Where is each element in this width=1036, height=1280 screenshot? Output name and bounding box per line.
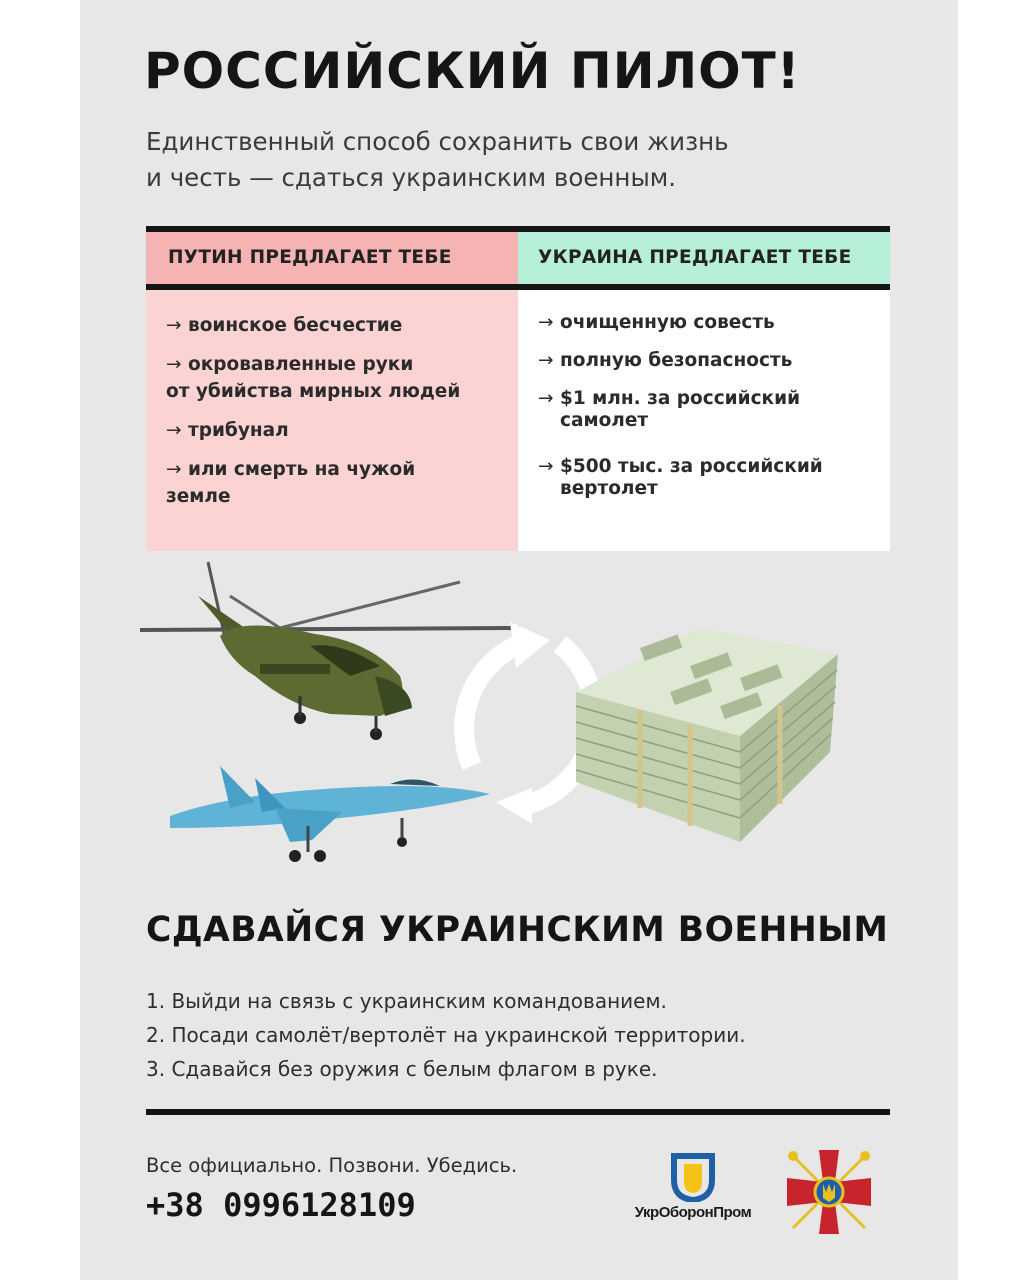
illustration [80, 556, 958, 896]
comparison-table [146, 226, 890, 551]
putin-item: → трибунал [166, 417, 518, 444]
arrow-right-icon: → [166, 420, 182, 441]
step-item: 2. Посади самолёт/вертолёт на украинской территории. [146, 1023, 746, 1047]
ukraine-item: → $1 млн. за российский самолет [538, 388, 801, 431]
ministry-of-defence-emblem-icon [783, 1146, 875, 1238]
subtitle [146, 124, 886, 196]
arrow-right-icon: → [538, 388, 554, 409]
ukraine-header: УКРАИНА ПРЕДЛАГАЕТ ТЕБЕ [518, 232, 890, 290]
putin-item: → или смерть на чужой земле [166, 456, 518, 510]
putin-item: → воинское бесчестие [166, 312, 518, 339]
ukraine-item: → $500 тыс. за российский вертолет [538, 456, 823, 499]
ukraine-body [518, 290, 890, 551]
arrow-right-icon: → [538, 350, 554, 371]
arrow-right-icon: → [166, 354, 182, 375]
putin-column [146, 232, 518, 551]
surrender-steps [146, 984, 746, 1086]
subtitle-line: и честь — сдаться украинским военным. [146, 163, 677, 192]
ukroboronprom-logo [628, 1152, 758, 1232]
official-text: Все официально. Позвони. Убедись. [146, 1154, 518, 1177]
putin-item: → окровавленные руки от убийства мирных людей [166, 351, 518, 405]
money-stack-image [576, 628, 838, 842]
step-item: 1. Выйди на связь с украинским командованием. [146, 989, 667, 1013]
ukroboronprom-emblem-icon [628, 1152, 758, 1202]
poster [80, 0, 958, 1280]
ukraine-item: → очищенную совесть [538, 312, 775, 333]
subtitle-line: Единственный способ сохранить свои жизнь [146, 127, 729, 156]
page-title: РОССИЙСКИЙ ПИЛОТ! [144, 42, 801, 100]
phone-number[interactable]: +38 0996128109 [146, 1186, 416, 1224]
jet-image [170, 766, 490, 862]
ukroboronprom-name: УкрОборонПром [634, 1204, 752, 1221]
putin-header: ПУТИН ПРЕДЛАГАЕТ ТЕБЕ [146, 232, 518, 290]
step-item: 3. Сдавайся без оружия с белым флагом в руке. [146, 1057, 658, 1081]
ukraine-column [518, 232, 890, 551]
arrow-right-icon: → [166, 459, 182, 480]
arrow-right-icon: → [538, 312, 554, 333]
putin-body [146, 290, 518, 551]
surrender-heading: СДАВАЙСЯ УКРАИНСКИМ ВОЕННЫМ [146, 910, 889, 950]
ukraine-item: → полную безопасность [538, 350, 793, 371]
arrow-right-icon: → [538, 456, 554, 477]
divider [146, 1109, 890, 1115]
arrow-right-icon: → [166, 315, 182, 336]
